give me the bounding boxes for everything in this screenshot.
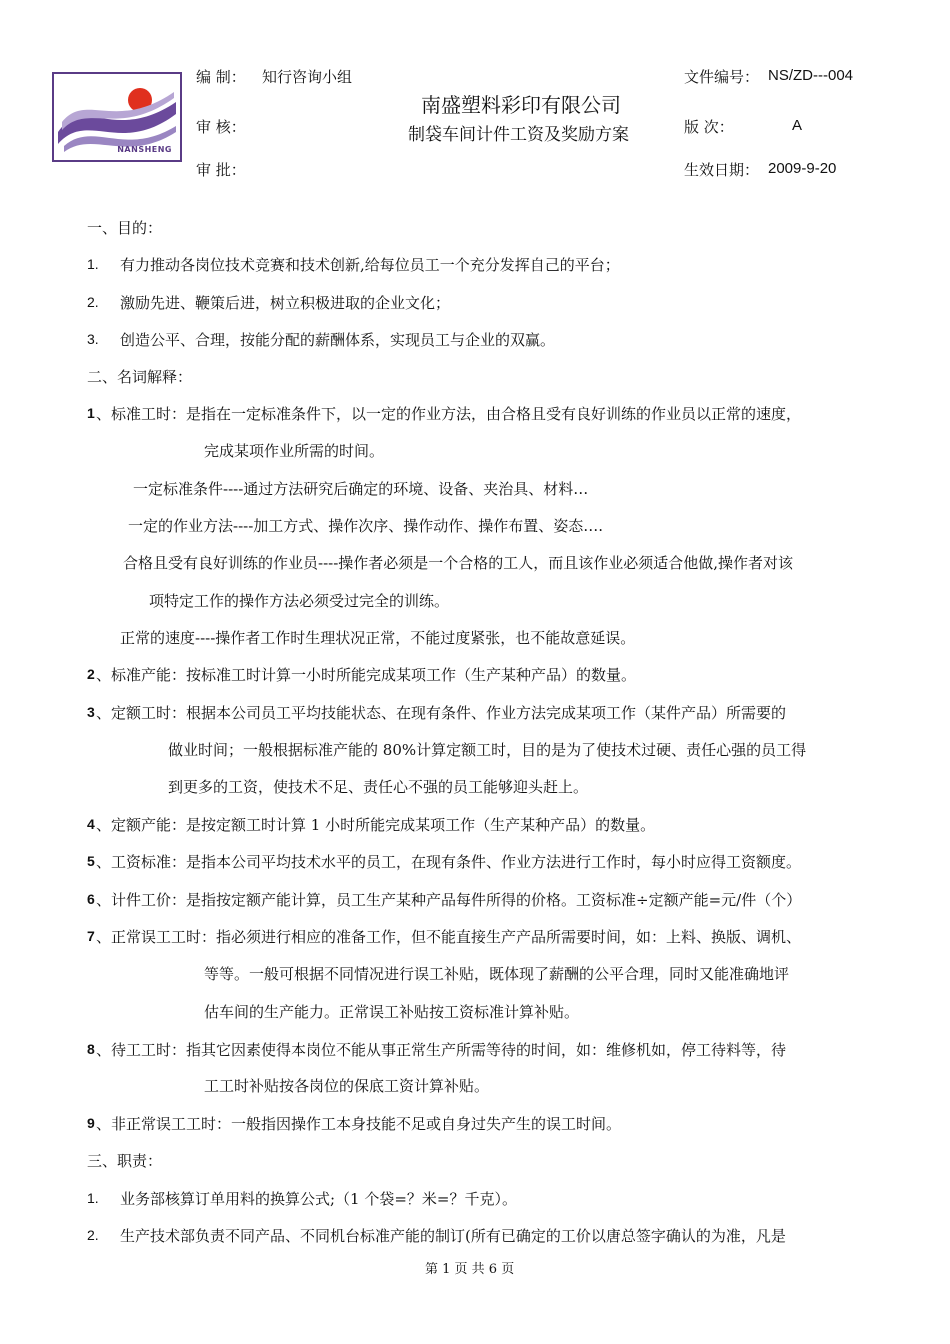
definition-subitem: 一定的作业方法----加工方式、操作次序、操作动作、操作布置、姿态…. xyxy=(128,517,604,535)
file-number-label: 文件编号： xyxy=(684,68,760,86)
editor-label: 编 制： xyxy=(196,68,246,86)
definition-text: 、标准工时：是指在一定标准条件下，以一定的作业方法，由合格且受有良好训练的作业员以正常的速度， xyxy=(96,405,802,423)
definition-subitem: 项特定工作的操作方法必须受过完全的训练。 xyxy=(149,592,450,610)
definition-text: 做业时间；一般根据标准产能的 80%计算定额工时，目的是为了使技术过硬、责任心强的员工得 xyxy=(168,741,807,759)
definition-text: 、定额产能：是按定额工时计算 1 小时所能完成某项工作（生产某种产品）的数量。 xyxy=(96,816,656,834)
reviewer-label: 审 核： xyxy=(196,118,246,136)
version-label: 版 次： xyxy=(684,118,734,136)
list-item-number: 2. xyxy=(87,1227,99,1243)
definition-subitem: 正常的速度----操作者工作时生理状况正常，不能过度紧张，也不能故意延误。 xyxy=(120,629,636,647)
approver-label: 审 批： xyxy=(196,161,246,179)
page-number: 第 1 页 共 6 页 xyxy=(425,1262,515,1277)
definition-number: 1 xyxy=(87,405,95,421)
definition-number: 4 xyxy=(87,816,95,832)
definition-number: 7 xyxy=(87,928,95,944)
effective-date-label: 生效日期： xyxy=(684,161,760,179)
list-item-number: 2. xyxy=(87,294,99,310)
definition-text: 、工资标准：是指本公司平均技术水平的员工，在现有条件、作业方法进行工作时，每小时应得工资额度。 xyxy=(96,853,802,871)
list-item-number: 1. xyxy=(87,1190,99,1206)
definition-number: 9 xyxy=(87,1115,95,1131)
list-item: 生产技术部负责不同产品、不同机台标准产能的制订(所有已确定的工价以唐总签字确认的为准，凡是 xyxy=(120,1227,786,1245)
definition-subitem: 一定标准条件----通过方法研究后确定的环境、设备、夹治具、材料… xyxy=(133,480,589,498)
definition-text: 、正常误工工时：指必须进行相应的准备工作，但不能直接生产产品所需要时间，如：上料、换版、调机、 xyxy=(96,928,802,946)
definition-number: 2 xyxy=(87,666,95,682)
company-logo xyxy=(52,72,182,162)
document-title: 制袋车间计件工资及奖励方案 xyxy=(408,125,629,145)
definition-text: 、定额工时：根据本公司员工平均技能状态、在现有条件、作业方法完成某项工作（某件产品）所需要的 xyxy=(96,704,787,722)
definition-text: 工工时补贴按各岗位的保底工资计算补贴。 xyxy=(204,1077,490,1095)
definition-text: 、计件工价：是指按定额产能计算，员工生产某种产品每件所得的价格。工资标准÷定额产能=元/件（个） xyxy=(96,891,802,909)
effective-date-value: 2009-9-20 xyxy=(768,160,837,177)
definition-text: 完成某项作业所需的时间。 xyxy=(204,442,385,460)
definition-text: 、待工工时：指其它因素使得本岗位不能从事正常生产所需等待的时间，如：维修机如，停工待料等，待 xyxy=(96,1041,787,1059)
list-item: 业务部核算订单用料的换算公式;（1 个袋=？米=？千克）。 xyxy=(120,1190,518,1208)
section-heading: 二、名词解释： xyxy=(87,368,193,386)
definition-number: 8 xyxy=(87,1041,95,1057)
definition-text: 估车间的生产能力。正常误工补贴按工资标准计算补贴。 xyxy=(204,1003,580,1021)
list-item: 创造公平、合理，按能分配的薪酬体系，实现员工与企业的双赢。 xyxy=(120,331,556,349)
definition-text: 、非正常误工工时：一般指因操作工本身技能不足或自身过失产生的误工时间。 xyxy=(96,1115,622,1133)
definition-text: 、标准产能：按标准工时计算一小时所能完成某项工作（生产某种产品）的数量。 xyxy=(96,666,637,684)
editor-value: 知行咨询小组 xyxy=(262,68,353,86)
company-name: 南盛塑料彩印有限公司 xyxy=(421,93,621,117)
section-heading: 三、职责： xyxy=(87,1152,163,1170)
definition-text: 等等。一般可根据不同情况进行误工补贴，既体现了薪酬的公平合理，同时又能准确地评 xyxy=(204,965,790,983)
version-value: A xyxy=(792,117,803,134)
list-item-number: 1. xyxy=(87,256,99,272)
definition-number: 6 xyxy=(87,891,95,907)
definition-number: 3 xyxy=(87,704,95,720)
logo-text: NANSHENG xyxy=(117,145,172,154)
list-item: 有力推动各岗位技术竞赛和技术创新,给每位员工一个充分发挥自己的平台； xyxy=(120,256,620,274)
list-item: 激励先进、鞭策后进，树立积极进取的企业文化； xyxy=(120,294,451,312)
file-number-value: NS/ZD---004 xyxy=(768,67,854,84)
definition-number: 5 xyxy=(87,853,95,869)
definition-subitem: 合格且受有良好训练的作业员----操作者必须是一个合格的工人，而且该作业必须适合他做,操作者对该 xyxy=(123,554,794,572)
list-item-number: 3. xyxy=(87,331,99,347)
definition-text: 到更多的工资，使技术不足、责任心不强的员工能够迎头赶上。 xyxy=(168,778,589,796)
section-heading: 一、目的： xyxy=(87,219,163,237)
